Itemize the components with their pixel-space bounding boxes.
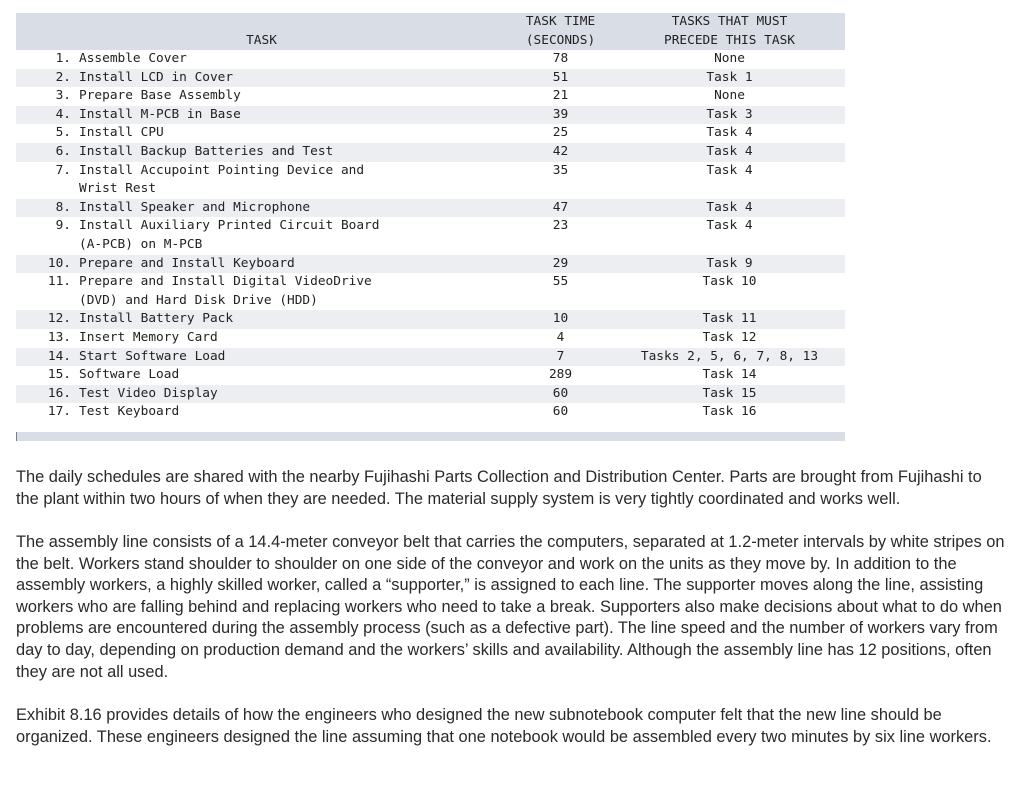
task-cell [16, 348, 507, 367]
task-number: 14. [47, 348, 71, 364]
task-time-cell: 289 [548, 367, 573, 383]
table-row [16, 199, 845, 218]
header-task: TASK [16, 13, 507, 50]
header-precede-line2: PRECEDE THIS TASK [664, 32, 795, 48]
precedence-cell: Task 9 [614, 255, 845, 274]
task-time-cell: 47 [507, 199, 614, 218]
task-cell [16, 385, 507, 404]
table-row [16, 329, 845, 348]
task-name: Install Battery Pack [79, 311, 234, 327]
header-row [16, 13, 845, 50]
task-cell [16, 403, 507, 422]
table-row [16, 69, 845, 88]
task-cell [16, 273, 507, 310]
precedence-cell: None [714, 51, 745, 66]
table-row [16, 403, 845, 422]
task-name: Prepare and Install Digital VideoDrive (DVD) and Hard Disk Drive (HDD) [79, 274, 372, 308]
header-task-time-line1: TASK TIME [525, 14, 596, 29]
task-cell [16, 366, 507, 385]
header-task-time [507, 13, 614, 50]
table-row [16, 124, 845, 143]
task-number: 10. [47, 255, 71, 271]
task-number: 8. [55, 199, 71, 215]
task-number: 16. [47, 385, 71, 401]
task-time-cell: 51 [507, 69, 614, 88]
precedence-cell: Task 14 [702, 367, 757, 383]
table-row [16, 87, 845, 106]
header-precede-line1: TASKS THAT MUST [671, 14, 788, 29]
task-time-cell: 60 [552, 404, 569, 420]
task-number: 15. [47, 367, 71, 383]
task-name: Install Accupoint Pointing Device and Wrist Rest [79, 162, 365, 197]
precedence-cell: Tasks 2, 5, 6, 7, 8, 13 [614, 348, 845, 367]
precedence-cell: Task 4 [706, 125, 753, 141]
task-precedence-table [16, 13, 845, 422]
task-time-cell: 39 [507, 106, 614, 125]
paragraph-assembly-line: The assembly line consists of a 14.4-meter conveyor belt that carries the computers, separated at 1.2-meter intervals by white stripes on the belt. Workers stand shoulder to shoulder on one side of the conveyor and work on the units as they move by. In addition to the assembly workers, a highly skilled worker, called a “supporter,” is assigned to each line. The supporter moves along the line, assisting workers who are falling behind and replacing workers who need to take a break. Supporters also make decisions about what to do when problems are encountered during the assembly process (such as a defective part). The line speed and the number of workers vary from day to day, depending on production demand and the workers’ skills and availability. Although the assembly line has 12 positions, often they are not all used. [16, 532, 1005, 681]
task-time-cell: 55 [552, 274, 569, 290]
task-name: Prepare and Install Keyboard [79, 255, 295, 271]
task-name: Install CPU [79, 125, 164, 141]
task-number: 13. [47, 329, 71, 345]
table-footer-tick [16, 432, 17, 441]
task-time-cell: 4 [556, 329, 565, 345]
task-number: 12. [47, 311, 71, 327]
table-row [16, 348, 845, 367]
precedence-cell: Task 10 [702, 274, 757, 290]
table-row [16, 143, 845, 162]
task-name: Install LCD in Cover [79, 69, 234, 85]
precedence-cell: Task 1 [614, 69, 845, 88]
precedence-cell: Task 11 [614, 310, 845, 329]
task-number: 2. [55, 69, 71, 85]
table-row [16, 255, 845, 274]
table-header [16, 13, 845, 50]
table-row [16, 106, 845, 125]
header-task-time-line2: (SECONDS) [525, 32, 596, 48]
table-row [16, 310, 845, 329]
task-cell [16, 143, 507, 162]
task-name: Software Load [79, 367, 180, 383]
task-name: Insert Memory Card [79, 329, 218, 345]
table-row [16, 162, 845, 199]
task-name: Test Keyboard [79, 404, 180, 420]
task-name: Test Video Display [79, 385, 218, 401]
table-row [16, 366, 845, 385]
task-number: 4. [55, 106, 71, 122]
task-time-cell: 7 [507, 348, 614, 367]
task-cell [16, 124, 507, 143]
task-number: 7. [55, 162, 71, 178]
table-row [16, 217, 845, 254]
precedence-cell: Task 4 [614, 199, 845, 218]
task-name: Prepare Base Assembly [79, 88, 241, 104]
task-cell [16, 50, 507, 69]
task-cell [16, 87, 507, 106]
task-time-cell: 23 [552, 218, 569, 234]
task-cell [16, 255, 507, 274]
table-body [16, 50, 845, 422]
header-precede [614, 13, 845, 50]
precedence-cell: Task 16 [702, 404, 757, 420]
table-row [16, 385, 845, 404]
task-table-container [16, 13, 845, 441]
task-time-cell: 35 [552, 162, 569, 178]
precedence-cell: Task 4 [614, 143, 845, 162]
task-cell [16, 162, 507, 199]
paragraph-exhibit: Exhibit 8.16 provides details of how the engineers who designed the new subnotebook computer felt that the new line should be organized. These engineers designed the line assuming that one notebook would be assembled every two minutes by six line workers. [16, 705, 992, 746]
task-cell [16, 310, 507, 329]
body-text [16, 467, 1006, 770]
task-name: Install M-PCB in Base [79, 106, 241, 122]
paragraph-parts-supply: The daily schedules are shared with the nearby Fujihashi Parts Collection and Distribution Center. Parts are brought from Fujihashi to the plant within two hours of when they are needed. The material supply system is very tightly coordinated and works well. [16, 468, 982, 508]
table-row [16, 273, 845, 310]
precedence-cell: None [714, 88, 745, 104]
task-cell [16, 217, 507, 254]
task-cell [16, 199, 507, 218]
task-number: 5. [55, 125, 71, 141]
task-number: 3. [55, 88, 71, 104]
task-name: Install Auxiliary Printed Circuit Board (A-PCB) on M-PCB [79, 218, 380, 252]
task-name: Install Speaker and Microphone [79, 199, 311, 215]
task-cell [16, 69, 507, 88]
task-time-cell: 21 [552, 88, 569, 104]
table-row [16, 50, 845, 69]
task-time-cell: 42 [507, 143, 614, 162]
task-name: Start Software Load [79, 348, 226, 364]
task-time-cell: 10 [507, 310, 614, 329]
precedence-cell: Task 3 [614, 106, 845, 125]
task-name: Assemble Cover [79, 51, 187, 66]
precedence-cell: Task 4 [706, 218, 753, 234]
task-number: 17. [47, 404, 71, 420]
task-number: 6. [55, 143, 71, 159]
precedence-cell: Task 12 [702, 329, 757, 345]
table-footer-bar [16, 432, 845, 441]
precedence-cell: Task 15 [614, 385, 845, 404]
task-number: 9. [55, 218, 71, 234]
task-cell [16, 329, 507, 348]
task-number: 1. [55, 51, 71, 66]
task-time-cell: 78 [552, 51, 569, 66]
task-name: Install Backup Batteries and Test [79, 143, 334, 159]
task-time-cell: 60 [507, 385, 614, 404]
precedence-cell: Task 4 [706, 162, 753, 178]
task-number: 11. [47, 274, 71, 290]
task-cell [16, 106, 507, 125]
task-time-cell: 25 [552, 125, 569, 141]
task-time-cell: 29 [507, 255, 614, 274]
